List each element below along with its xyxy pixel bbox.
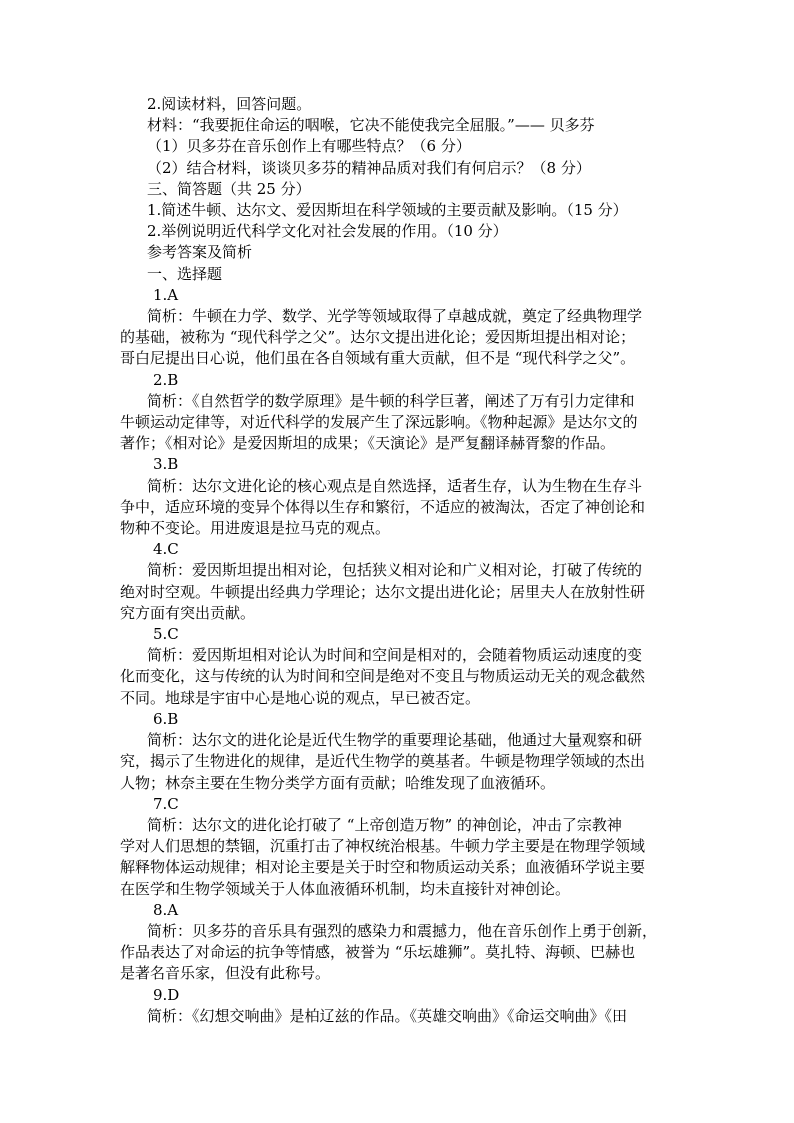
choice-section-heading: 一、选择题 (147, 264, 223, 283)
explanation-line: 绝对时空观。牛顿提出经典力学理论；达尔文提出进化论；居里夫人在放射性研 (120, 582, 646, 601)
short-answer-question-2: 2.举例说明近代科学文化对社会发展的作用。（10 分） (147, 222, 508, 241)
sub-question-2: （2）结合材料，谈谈贝多芬的精神品质对我们有何启示？（8 分） (147, 158, 591, 177)
material-quote: 材料：“我要扼住命运的咽喉，它决不能使我完全屈服。”—— 贝多芬 (147, 116, 595, 135)
explanation-line: 是著名音乐家，但没有此称号。 (120, 964, 331, 983)
answers-heading: 参考答案及简析 (147, 243, 253, 262)
explanation-line: 作品表达了对命运的抗争等情感，被誉为 “乐坛雄狮”。莫扎特、海顿、巴赫也 (120, 943, 636, 962)
answer-number: 8.A (153, 900, 179, 919)
answer-number: 7.C (153, 794, 179, 813)
explanation-first-line: 简析：爱因斯坦提出相对论，包括狭义相对论和广义相对论，打破了传统的 (147, 561, 643, 580)
explanation-line: 物种不变论。用进废退是拉马克的观点。 (120, 519, 391, 538)
explanation-line: 争中，适应环境的变异个体得以生存和繁衍，不适应的被淘汰，否定了神创论和 (120, 497, 646, 516)
explanation-first-line: 简析：《幻想交响曲》是柏辽兹的作品。《英雄交响曲》《命运交响曲》《田 (147, 1006, 628, 1025)
explanation-line: 化而变化，这与传统的认为时间和空间是绝对不变且与物质运动无关的观念截然 (120, 667, 646, 686)
explanation-first-line: 简析：达尔文的进化论打破了 “上帝创造万物” 的神创论，冲击了宗教神 (147, 815, 622, 834)
explanation-line: 著作；《相对论》是爱因斯坦的成果；《天演论》是严复翻译赫胥黎的作品。 (120, 434, 616, 453)
answer-number: 9.D (153, 985, 180, 1004)
answer-number: 5.C (153, 625, 179, 644)
explanation-line: 哥白尼提出日心说，他们虽在各自领域有重大贡献，但不是 “现代科学之父”。 (120, 349, 636, 368)
explanation-line: 学对人们思想的禁锢，沉重打击了神权统治根基。牛顿力学主要是在物理学领域 (120, 837, 646, 856)
explanation-first-line: 简析：牛顿在力学、数学、光学等领域取得了卓越成就，奠定了经典物理学 (147, 307, 643, 326)
section-three-heading: 三、简答题（共 25 分） (147, 179, 311, 198)
explanation-first-line: 简析：达尔文的进化论是近代生物学的重要理论基础，他通过大量观察和研 (147, 731, 643, 750)
answer-list (120, 285, 658, 1027)
explanation-line: 究，揭示了生物进化的规律，是近代生物学的奠基者。牛顿是物理学领域的杰出 (120, 752, 646, 771)
document-page (120, 94, 658, 1027)
answer-number: 6.B (153, 709, 179, 728)
explanation-line: 在医学和生物学领域关于人体血液循环机制，均未直接针对神创论。 (120, 879, 571, 898)
short-answer-question-1: 1.简述牛顿、达尔文、爱因斯坦在科学领域的主要贡献及影响。（15 分） (147, 201, 628, 220)
sub-question-1: （1）贝多芬在音乐创作上有哪些特点？（6 分） (147, 137, 471, 156)
explanation-line: 牛顿运动定律等，对近代科学的发展产生了深远影响。《物种起源》是达尔文的 (120, 413, 638, 432)
question-2-title: 2.阅读材料，回答问题。 (147, 95, 312, 113)
answer-number: 2.B (153, 370, 179, 389)
answer-number: 3.B (153, 455, 179, 474)
explanation-first-line: 简析：爱因斯坦相对论认为时间和空间是相对的，会随着物质运动速度的变 (147, 646, 643, 665)
explanation-line: 解释物体运动规律；相对论主要是关于时空和物质运动关系；血液循环学说主要 (120, 858, 646, 877)
explanation-first-line: 简析：达尔文进化论的核心观点是自然选择，适者生存，认为生物在生存斗 (147, 476, 643, 495)
explanation-first-line: 简析：《自然哲学的数学原理》是牛顿的科学巨著，阐述了万有引力定律和 (147, 391, 635, 410)
explanation-first-line: 简析：贝多芬的音乐具有强烈的感染力和震撼力，他在音乐创作上勇于创新， (147, 921, 658, 940)
explanation-line: 人物；林奈主要在生物分类学方面有贡献；哈维发现了血液循环。 (120, 773, 556, 792)
explanation-line: 究方面有突出贡献。 (120, 603, 256, 622)
explanation-line: 的基础，被称为 “现代科学之父”。达尔文提出进化论；爱因斯坦提出相对论； (120, 328, 636, 347)
explanation-line: 不同。地球是宇宙中心是地心说的观点，早已被否定。 (120, 688, 481, 707)
answer-number: 1.A (153, 285, 179, 304)
answer-number: 4.C (153, 540, 179, 559)
